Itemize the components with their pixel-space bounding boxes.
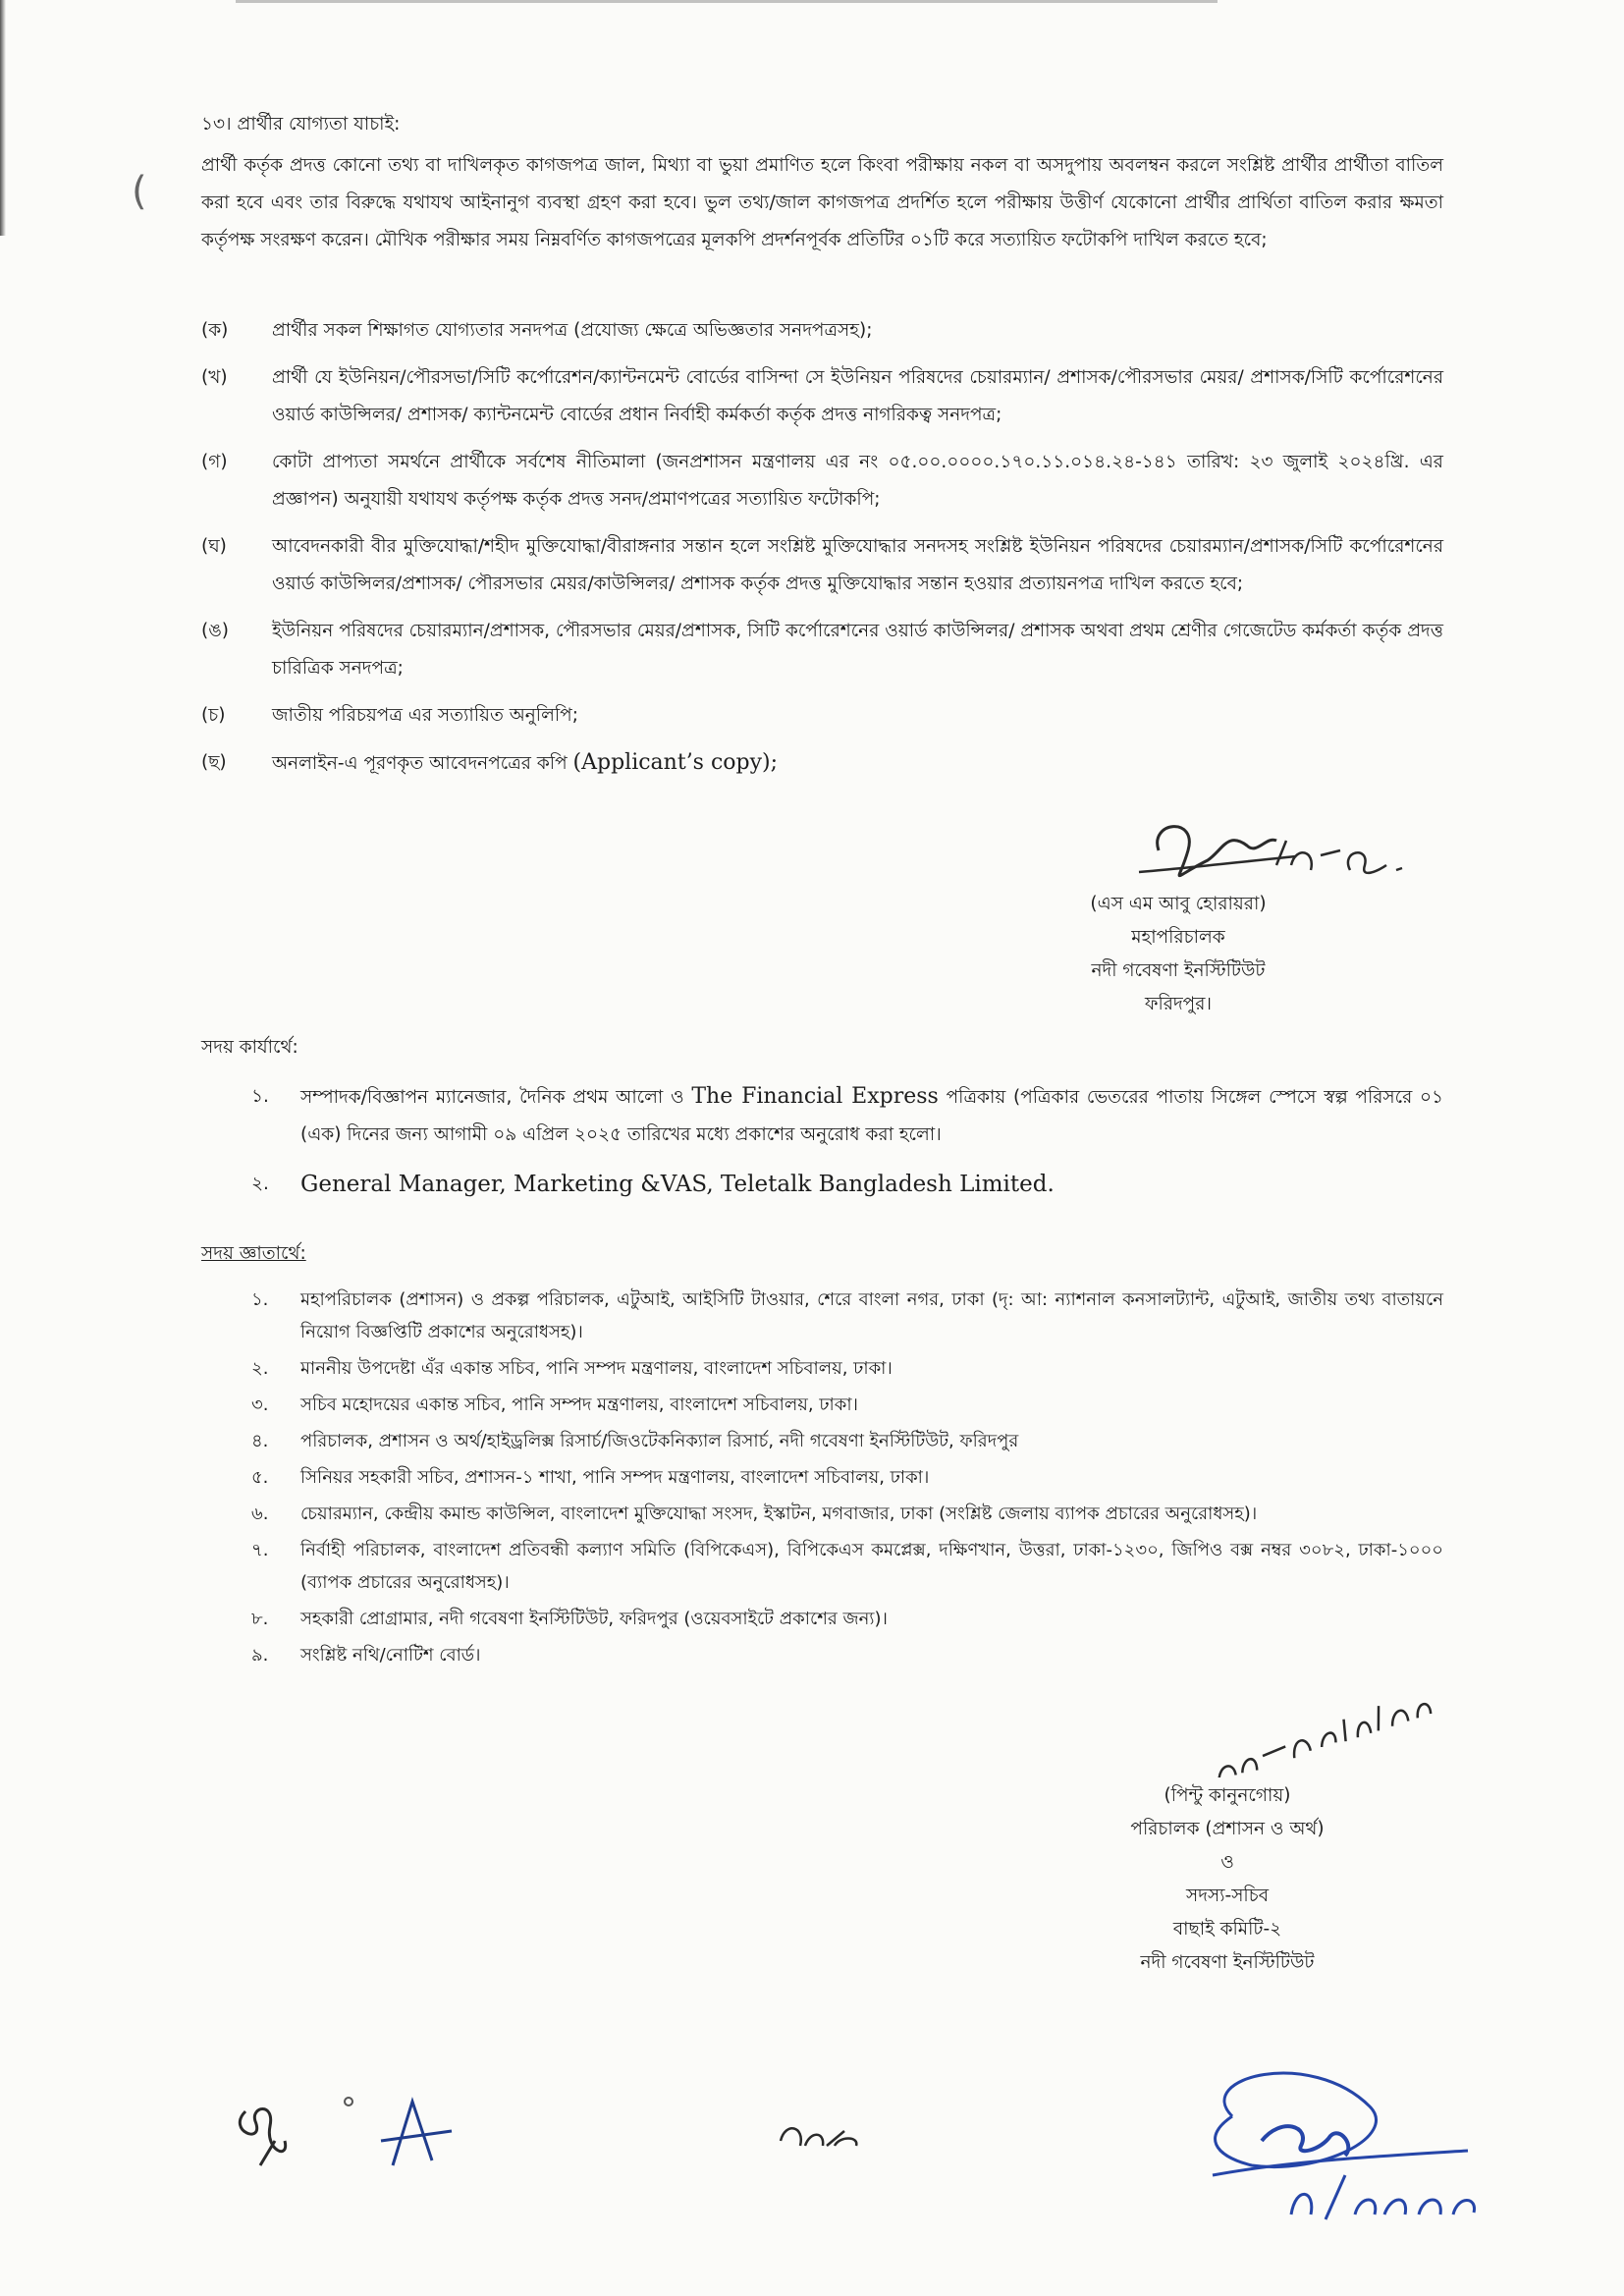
list-text-latin: The Financial Express [691, 1084, 939, 1109]
list-marker: ১. [251, 1086, 269, 1107]
information-heading: সদয় জ্ঞাতার্থে: [201, 1243, 306, 1264]
list-text: সম্পাদক/বিজ্ঞাপন ম্যানেজার, দৈনিক প্রথম আলো ও [300, 1087, 692, 1108]
list-marker: ৫. [251, 1467, 269, 1488]
list-marker: ৭. [251, 1540, 269, 1560]
scan-edge-shadow [0, 0, 6, 236]
list-item [251, 1534, 1443, 1599]
list-marker: ৪. [251, 1431, 269, 1451]
list-marker: ৮. [251, 1609, 269, 1629]
signer-block-member-secretary [1080, 1779, 1375, 1980]
list-item [201, 312, 1443, 350]
list-item [201, 697, 1443, 735]
list-item [251, 1498, 1443, 1530]
list-item [251, 1166, 1443, 1205]
list-text: ইউনিয়ন পরিষদের চেয়ারম্যান/প্রশাসক, পৌরসভার মেয়র/প্রশাসক, সিটি কর্পোরেশনের ওয়ার্ড কাউন্সিলর/ প্রশাসক অথবা প্রথম শ্রেণীর গেজেটেড কর্মকর্তা কর্তৃক প্রদত্ত চারিত্রিক সনদপত্র; [272, 621, 1443, 679]
list-text: সংশ্লিষ্ট নথি/নোটিশ বোর্ড। [300, 1645, 481, 1666]
handwritten-signature-member-secretary [1188, 1679, 1443, 1777]
list-item [251, 1352, 1443, 1385]
list-text-latin: (Applicant’s copy); [572, 750, 779, 775]
list-marker: (ঘ) [201, 536, 227, 557]
signer-designation: মহাপরিচালক [1131, 927, 1225, 948]
list-marker: (খ) [201, 367, 228, 388]
list-item [201, 528, 1443, 603]
list-marker: (ছ) [201, 752, 227, 773]
list-text: সিনিয়র সহকারী সচিব, প্রশাসন-১ শাখা, পানি সম্পদ মন্ত্রণালয়, বাংলাদেশ সচিবালয়, ঢাকা। [300, 1467, 930, 1488]
list-marker: ২. [251, 1358, 269, 1379]
list-text: মহাপরিচালক (প্রশাসন) ও প্রকল্প পরিচালক, এটুআই, আইসিটি টাওয়ার, শেরে বাংলা নগর, ঢাকা (দৃ: আ: ন্যাশনাল কনসালট্যান্ট, এটুআই, জাতীয় তথ্য বাতায়নে নিয়োগ বিজ্ঞপ্তিটি প্রকাশের অনুরোধসহ)। [300, 1289, 1443, 1342]
list-item [201, 613, 1443, 687]
signer-designation: পরিচালক (প্রশাসন ও অর্থ) [1130, 1819, 1325, 1839]
signer-name: (পিন্টু কানুনগোয়) [1164, 1785, 1291, 1806]
signer-block-director-general [1031, 888, 1326, 1021]
information-recipients-list [251, 1284, 1443, 1675]
list-item [251, 1425, 1443, 1457]
handwritten-initials-center [766, 2102, 874, 2160]
list-marker: ১. [251, 1289, 269, 1310]
list-text: আবেদনকারী বীর মুক্তিযোদ্ধা/শহীদ মুক্তিযোদ্ধা/বীরাঙ্গনার সন্তান হলে সংশ্লিষ্ট মুক্তিযোদ্ধার সনদসহ সংশ্লিষ্ট ইউনিয়ন পরিষদের চেয়ারম্যান/প্রশাসক/সিটি কর্পোরেশনের ওয়ার্ড কাউন্সিলর/প্রশাসক/ পৌরসভার মেয়র/কাউন্সিলর/ প্রশাসক কর্তৃক প্রদত্ত মুক্তিযোদ্ধার সন্তান হওয়ার প্রত্যায়নপত্র দাখিল করতে হবে; [272, 536, 1443, 594]
list-text: কোটা প্রাপ্যতা সমর্থনে প্রার্থীকে সর্বশেষ নীতিমালা (জনপ্রশাসন মন্ত্রণালয় এর নং ০৫.০০.০০০০.১৭০.১১.০১৪.২৪-১৪১ তারিখ: ২৩ জুলাই ২০২৪খ্রি. এর প্রজ্ঞাপন) অনুযায়ী যথাযথ কর্তৃপক্ষ কর্তৃক প্রদত্ত সনদ/প্রমাণপত্রের সত্যায়িত ফটোকপি; [272, 452, 1443, 510]
list-text-latin: General Manager, Marketing &VAS, Teletalk Bangladesh Limited. [300, 1172, 1055, 1197]
action-heading: সদয় কার্যার্থে: [201, 1037, 298, 1058]
section-13-paragraph: প্রার্থী কর্তৃক প্রদত্ত কোনো তথ্য বা দাখিলকৃত কাগজপত্র জাল, মিথ্যা বা ভুয়া প্রমাণিত হলে কিংবা পরীক্ষায় নকল বা অসদুপায় অবলম্বন করলে সংশ্লিষ্ট প্রার্থীর প্রার্থীতা বাতিল করা হবে এবং তার বিরুদ্ধে যথাযথ আইনানুগ ব্যবস্থা গ্রহণ করা হবে। ভুল তথ্য/জাল কাগজপত্র প্রদর্শিত হলে পরীক্ষায় উত্তীর্ণ যেকোনো প্রার্থীর প্রার্থিতা বাতিল করার ক্ষমতা কর্তৃপক্ষ সংরক্ষণ করেন। মৌখিক পরীক্ষার সময় নিম্নবর্ণিত কাগজপত্রের মূলকপি প্রদর্শনপূর্বক প্রতিটির ০১টি করে সত্যায়িত ফটোকপি দাখিল করতে হবে; [201, 155, 1443, 250]
list-marker: (গ) [201, 452, 228, 472]
list-marker: (ক) [201, 320, 229, 341]
list-text: চেয়ারম্যান, কেন্দ্রীয় কমান্ড কাউন্সিল, বাংলাদেশ মুক্তিযোদ্ধা সংসদ, ইস্কাটন, মগবাজার, ঢাকা (সংশ্লিষ্ট জেলায় ব্যাপক প্রচারের অনুরোধসহ)। [300, 1503, 1258, 1524]
scan-top-line [236, 0, 1218, 3]
list-marker: ৬. [251, 1503, 269, 1524]
signer-conjunction: ও [1220, 1852, 1234, 1873]
signer-committee: বাছাই কমিটি-২ [1172, 1919, 1282, 1940]
signer-organization: নদী গবেষণা ইনস্টিটিউট [1140, 1952, 1315, 1973]
list-text: প্রার্থীর সকল শিক্ষাগত যোগ্যতার সনদপত্র (প্রযোজ্য ক্ষেত্রে অভিজ্ঞতার সনদপত্রসহ); [272, 320, 873, 341]
signer-role: সদস্য-সচিব [1186, 1886, 1269, 1906]
list-marker: ৯. [251, 1645, 269, 1666]
section-13-heading: ১৩। প্রার্থীর যোগ্যতা যাচাই: [201, 114, 401, 135]
list-item [251, 1603, 1443, 1635]
list-text: মাননীয় উপদেষ্টা এঁর একান্ত সচিব, পানি সম্পদ মন্ত্রণালয়, বাংলাদেশ সচিবালয়, ঢাকা। [300, 1358, 893, 1379]
list-item [251, 1284, 1443, 1348]
binder-hole-mark: ( [132, 169, 147, 214]
list-marker: (চ) [201, 705, 226, 726]
list-item [251, 1461, 1443, 1494]
list-text: পরিচালক, প্রশাসন ও অর্থ/হাইড্রলিক্স রিসার্চ/জিওটেকনিক্যাল রিসার্চ, নদী গবেষণা ইনস্টিটিউট, ফরিদপুর [300, 1431, 1019, 1451]
list-marker: ২. [251, 1174, 269, 1194]
list-text: সহকারী প্রোগ্রামার, নদী গবেষণা ইনস্টিটিউট, ফরিদপুর (ওয়েবসাইটে প্রকাশের জন্য)। [300, 1609, 888, 1629]
list-item [201, 359, 1443, 434]
required-documents-list [201, 312, 1443, 793]
list-text: জাতীয় পরিচয়পত্র এর সত্যায়িত অনুলিপি; [272, 705, 578, 726]
list-item [201, 444, 1443, 519]
list-text: অনলাইন-এ পূরণকৃত আবেদনপত্রের কপি [272, 753, 573, 774]
action-recipients-list [251, 1078, 1443, 1213]
list-item [251, 1078, 1443, 1154]
signer-location: ফরিদপুর। [1144, 994, 1213, 1014]
list-marker: (ঙ) [201, 621, 230, 641]
list-text: প্রার্থী যে ইউনিয়ন/পৌরসভা/সিটি কর্পোরেশন/ক্যান্টনমেন্ট বোর্ডের বাসিন্দা সে ইউনিয়ন পরিষদের চেয়ারম্যান/ প্রশাসক/পৌরসভার মেয়র/ প্রশাসক/সিটি কর্পোরেশনের ওয়ার্ড কাউন্সিলর/ প্রশাসক/ ক্যান্টনমেন্ট বোর্ডের প্রধান নির্বাহী কর্মকর্তা কর্তৃক প্রদত্ত নাগরিকত্ব সনদপত্র; [272, 367, 1443, 425]
list-text-continued: পত্রিকায় (পত্রিকার ভেতরের পাতায় সিঙ্গেল স্পেসে স্বল্প পরিসরে ০১ (এক) দিনের জন্য আগামী ০৯ এপ্রিল ২০২৫ তারিখের মধ্যে প্রকাশের অনুরোধ করা হলো। [300, 1087, 1444, 1145]
handwritten-initials-left [216, 2072, 471, 2180]
list-text: নির্বাহী পরিচালক, বাংলাদেশ প্রতিবন্ধী কল্যাণ সমিতি (বিপিকেএস), বিপিকেএস কমপ্লেক্স, দক্ষিণখান, উত্তরা, ঢাকা-১২৩০, জিপিও বক্স নম্বর ৩০৮২, ঢাকা-১০০০ (ব্যাপক প্রচারের অনুরোধসহ)। [300, 1540, 1443, 1593]
list-text: সচিব মহোদয়ের একান্ত সচিব, পানি সম্পদ মন্ত্রণালয়, বাংলাদেশ সচিবালয়, ঢাকা। [300, 1394, 858, 1415]
handwritten-signature-director-general [1129, 811, 1424, 900]
signer-organization: নদী গবেষণা ইনস্টিটিউট [1091, 960, 1266, 981]
handwritten-signature-blue [1173, 2057, 1527, 2234]
list-marker: ৩. [251, 1394, 269, 1415]
list-item [251, 1389, 1443, 1421]
list-item [251, 1639, 1443, 1671]
signer-name: (এস এম আবু হোরায়রা) [1090, 894, 1267, 914]
list-item [201, 744, 1443, 783]
